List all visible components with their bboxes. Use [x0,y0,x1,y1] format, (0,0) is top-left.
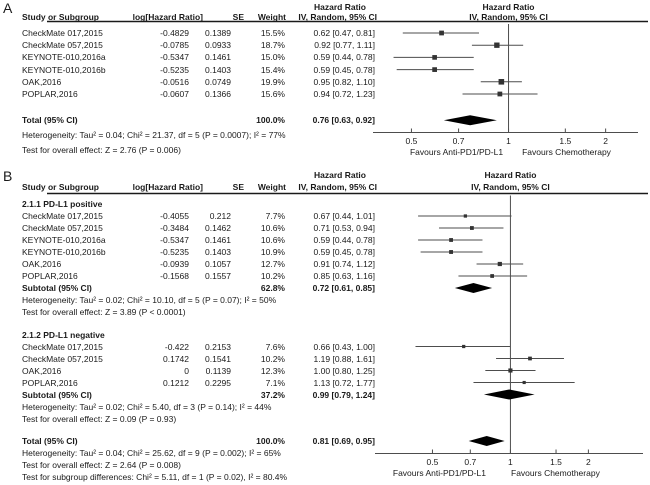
ci-text: 0.59 [0.45, 0.78] [313,64,375,75]
ci-text: 0.66 [0.43, 1.00] [313,341,375,352]
panel-label: A [3,0,13,16]
column-header-loghr: log[Hazard Ratio] [132,11,203,22]
weight-value: 7.6% [265,341,285,352]
weight-value: 15.6% [260,89,285,99]
se-value: 0.0749 [205,76,231,87]
weight-value: 100.0% [256,115,285,126]
se-value: 0.212 [209,211,231,221]
weight-value: 37.2% [260,389,285,400]
ci-text: 1.00 [0.80, 1.25] [313,365,375,376]
subtotal-label: Subtotal (95% CI) [22,389,92,400]
loghr-value: 0.1212 [163,377,189,388]
loghr-value: 0.1742 [163,353,189,364]
column-header-weight: Weight [257,11,286,22]
loghr-value: -0.0785 [160,40,189,51]
subtotal-label: Subtotal (95% CI) [22,283,92,293]
ci-text: 1.19 [0.88, 1.61] [313,353,375,364]
weight-value: 7.1% [265,377,285,388]
plot-model-header: IV, Random, 95% CI [471,182,550,192]
column-header-study: Study or Subgroup [22,11,99,22]
axis-tick-label: 0.5 [426,457,439,467]
column-header-se: SE [232,11,244,22]
study-name: KEYNOTE-010,2016b [22,64,106,75]
weight-value: 7.7% [265,211,285,221]
ci-text: 0.76 [0.63, 0.92] [312,115,375,126]
weight-value: 15.0% [260,52,285,63]
column-header-ci: IV, Random, 95% CI [298,182,377,192]
heterogeneity-text: Heterogeneity: Tau² = 0.02; Chi² = 5.40, df = 3 (P = 0.14); I² = 44% [22,401,272,412]
ci-text: 0.59 [0.44, 0.78] [313,52,375,63]
overall-effect-text: Test for overall effect: Z = 2.76 (P = 0.006) [22,145,181,156]
loghr-value: -0.5235 [160,247,189,257]
ci-text: 0.92 [0.77, 1.11] [314,40,375,51]
weight-value: 12.7% [260,259,285,269]
hazard-ratio-header: Hazard Ratio [314,1,366,12]
axis-tick-label: 1 [506,136,511,146]
plot-hazard-ratio-header: Hazard Ratio [484,169,537,180]
se-value: 0.1462 [205,223,231,233]
subgroup-difference-text: Test for subgroup differences: Chi² = 5.11, df = 1 (P = 0.02), I² = 80.4% [22,472,288,482]
column-header-weight: Weight [257,182,286,192]
ci-text: 0.72 [0.61, 0.85] [312,283,375,293]
heterogeneity-text: Heterogeneity: Tau² = 0.04; Chi² = 25.62, df = 9 (P = 0.002); I² = 65% [22,448,281,458]
weight-value: 10.2% [260,271,285,281]
ci-text: 0.67 [0.44, 1.01] [313,211,375,221]
weight-value: 62.8% [260,283,285,293]
overall-effect-text: Test for overall effect: Z = 0.09 (P = 0.93) [22,413,177,424]
axis-tick-label: 0.5 [405,136,418,146]
study-name: CheckMate 057,2015 [22,223,103,233]
axis-tick-label: 2 [603,136,608,146]
study-name: KEYNOTE-010,2016a [22,235,106,245]
column-header-study: Study or Subgroup [22,182,99,192]
column-header-ci: IV, Random, 95% CI [298,11,377,22]
study-name: CheckMate 057,2015 [22,40,103,51]
se-value: 0.1541 [205,353,231,364]
se-value: 0.0933 [205,40,231,51]
se-value: 0.1366 [205,89,231,99]
ci-text: 0.62 [0.47, 0.81] [313,28,375,38]
ci-text: 0.95 [0.82, 1.10] [313,76,375,87]
se-value: 0.1461 [205,235,231,245]
weight-value: 100.0% [256,436,285,446]
loghr-value: -0.0607 [160,89,189,99]
total-label: Total (95% CI) [22,436,78,446]
axis-tick-label: 1.5 [550,457,562,467]
se-value: 0.1403 [205,64,231,75]
weight-value: 10.6% [260,235,285,245]
se-value: 0.1139 [205,365,231,376]
loghr-value: -0.0939 [160,259,189,269]
se-value: 0.1389 [205,28,231,38]
weight-value: 10.9% [260,247,285,257]
loghr-value: -0.1568 [160,271,189,281]
favours-right-label: Favours Chemotherapy [511,468,600,478]
ci-text: 0.59 [0.44, 0.78] [313,235,375,245]
weight-value: 15.4% [260,64,285,75]
loghr-value: -0.5347 [160,235,189,245]
ci-text: 0.71 [0.53, 0.94] [313,223,375,233]
favours-right-label: Favours Chemotherapy [522,147,611,157]
study-name: KEYNOTE-010,2016b [22,247,106,257]
favours-left-label: Favours Anti-PD1/PD-L1 [392,468,486,478]
ci-text: 0.81 [0.69, 0.95] [312,436,375,446]
weight-value: 10.2% [260,353,285,364]
study-name: POPLAR,2016 [22,271,78,281]
subgroup-title: 2.1.2 PD-L1 negative [22,329,105,340]
study-name: OAK,2016 [22,365,62,376]
weight-value: 15.5% [260,28,285,38]
study-name: OAK,2016 [22,259,62,269]
weight-value: 12.3% [260,365,285,376]
ci-text: 0.59 [0.45, 0.78] [313,247,375,257]
se-value: 0.1057 [205,259,231,269]
axis-tick-label: 0.7 [464,457,477,467]
se-value: 0.1403 [205,247,231,257]
study-name: POPLAR,2016 [22,89,78,99]
ci-text: 0.94 [0.72, 1.23] [313,89,375,99]
weight-value: 10.6% [260,223,285,233]
study-name: CheckMate 017,2015 [22,28,103,38]
column-header-se: SE [232,182,244,192]
loghr-value: 0 [184,365,189,376]
ci-text: 1.13 [0.72, 1.77] [313,377,375,388]
hazard-ratio-header: Hazard Ratio [314,169,366,180]
study-name: POPLAR,2016 [22,377,78,388]
ci-text: 0.99 [0.79, 1.24] [312,389,375,400]
se-value: 0.1461 [205,52,231,63]
loghr-value: -0.0516 [160,76,189,87]
heterogeneity-text: Heterogeneity: Tau² = 0.04; Chi² = 21.37, df = 5 (P = 0.0007); I² = 77% [22,130,286,141]
axis-tick-label: 1 [508,457,513,467]
loghr-value: -0.5347 [160,52,189,63]
plot-model-header: IV, Random, 95% CI [469,11,548,22]
study-name: KEYNOTE-010,2016a [22,52,106,63]
overall-effect-text: Test for overall effect: Z = 2.64 (P = 0.008) [22,460,181,470]
se-value: 0.1557 [205,271,231,281]
axis-tick-label: 1.5 [559,136,572,146]
heterogeneity-text: Heterogeneity: Tau² = 0.02; Chi² = 10.10, df = 5 (P = 0.07); I² = 50% [22,295,277,305]
axis-tick-label: 2 [586,457,591,467]
ci-text: 0.91 [0.74, 1.12] [313,259,375,269]
ci-text: 0.85 [0.63, 1.16] [313,271,375,281]
column-header-loghr: log[Hazard Ratio] [132,182,203,192]
loghr-value: -0.422 [164,341,189,352]
study-name: OAK,2016 [22,76,62,87]
panel-label: B [3,167,13,184]
study-name: CheckMate 017,2015 [22,211,103,221]
study-name: CheckMate 017,2015 [22,341,103,352]
axis-tick-label: 0.7 [452,136,465,146]
loghr-value: -0.3484 [160,223,189,233]
weight-value: 18.7% [260,40,285,51]
se-value: 0.2153 [205,341,231,352]
plot-hazard-ratio-header: Hazard Ratio [482,1,535,12]
loghr-value: -0.4055 [160,211,189,221]
se-value: 0.2295 [205,377,231,388]
study-name: CheckMate 057,2015 [22,353,103,364]
loghr-value: -0.4829 [160,28,189,38]
total-label: Total (95% CI) [22,115,78,126]
overall-effect-text: Test for overall effect: Z = 3.89 (P < 0.0001) [22,307,186,317]
loghr-value: -0.5235 [160,64,189,75]
favours-left-label: Favours Anti-PD1/PD-L1 [409,147,504,157]
subgroup-title: 2.1.1 PD-L1 positive [22,199,103,209]
weight-value: 19.9% [260,76,285,87]
